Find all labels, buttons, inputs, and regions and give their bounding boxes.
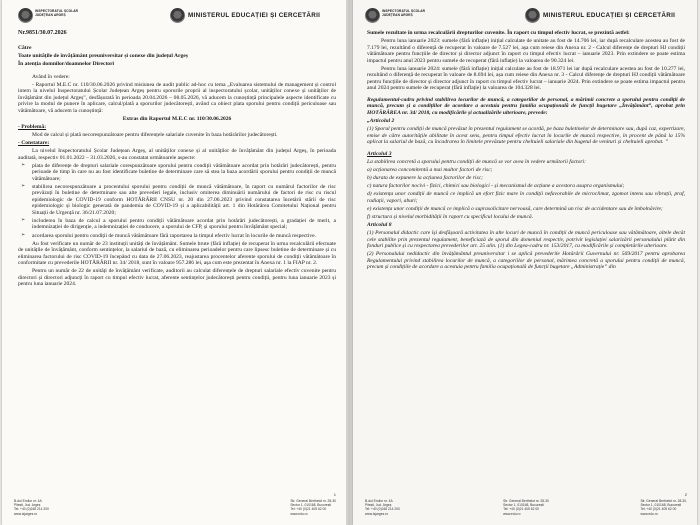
inspectorate-name: INSPECTORATUL ȘCOLAR JUDEȚEAN ARGEȘ [382,9,426,17]
article-3-item: c) natura factorilor nocivi - fizici, chimici sau biologici - și mecanismul de acțiune a acestora asupra organismului; [367,183,625,190]
page-header [353,0,697,26]
coat-of-arms-icon [365,8,380,23]
article-3-item: e) existența unor condiții de muncă ce implică o suprasolicitare nervoasă, care determină un risc de accidentare sau de îmbolnăvire; [367,205,663,212]
article-8-paragraph-2: (2) Personalului nedidactic din învățământul preuniversitar i se aplică prevederile Hotărârii Guvernului nr. 569/2017 pentru aprobarea Regulamentului privind stabilirea locurilor de muncă, a categoriilor de personal, mărimea concretă a sporului pentru condiții de muncă, precum și condițiile de acordare a acestuia pentru familia ocupațională de funcții bugetare „Administrație” din [367,251,685,271]
page-number: 1 [333,492,336,497]
article-3-item: b) durata de expunere la acțiunea factorilor de risc; [367,175,483,182]
ministry-name: MINISTERUL EDUCAȚIEI ȘI CERCETĂRII [543,12,676,19]
coat-of-arms-icon [18,8,33,23]
raport-paragraph: - Raportul M.E.C nr. 110/30.06.2026 privind misiunea de audit public ad-hoc cu tema „Evaluarea sistemului de management și control intern la nivelul Inspectoratului Școlar Județean Argeș pentru sporurile proprii al inspectoratului școlar, unităților conexe și unităților de învățământ din județul Argeș”, desfășurată în perioada 20.04.2026 – 08.05.2026, vă aducem la cunoștință principalele aspecte identificate cu privire la modul de punere în aplicare, calcul/plată a sporurilor judecătorești, având ca obiect plata sporului pentru condiții periculoase sau vătămătoare, vă aducem la cunoștință: [18,81,336,114]
footer-address-right: Str. General Berthelot nr. 28-30 Sector 1, 010168, București Tel: +40 (0)21 405 62 00 www.edu.ro [290,499,336,516]
inspectorate-name: INSPECTORATUL ȘCOLAR JUDEȚEAN ARGEȘ [35,9,79,17]
page-gutter [346,0,353,525]
finding-text: La nivelul Inspectoratului Școlar Județean Argeș, al unităților conexe și al unităților de învățământ din județul Argeș, în perioada auditată, respectiv 01.01.2022 – 31.03.2026, s-au constatat următoarele aspecte: [18,148,336,161]
document-page-1 [2,0,346,525]
article-3-item: d) existența unor condiții de muncă ce implică un efort fizic mare în condiții nefavorabile de microclimat, zgomot intens sau vibrații, praf, radiații, vapori, aburi; [367,191,685,204]
footer-address-center: Str. General Berthelot nr. 28-30 Sector 1, 010168, București Tel: +40 (0)21 405 62 00 www.edu.ro [503,499,549,516]
article-2-title: „Articolul 2 [367,117,395,124]
finding-bullet: ➢ acordarea sporului pentru condiții de muncă vătămătoare fără raportarea la timpul efectiv lucrat în locurile de muncă respective. [18,233,336,240]
finding-label: - Constatare: [18,140,50,147]
problem-text: Mod de calcul și plată necorespunzătoare pentru diferențele salariale cuvenite în baza hotărârilor judecătorești. [32,131,278,138]
article-3-title: Articolul 3 [367,150,392,157]
page-header [2,0,346,26]
extract-title: Extras din Raportul M.E.C nr. 110/30.06.2026 [122,115,232,122]
jan-2023-paragraph: Pentru luna ianuarie 2023: sumele (fără inflație) inițial calculate de unitate au fost de 14.706 lei, iar după recalculare acestea au fost de 7.179 lei, rezultând o diferență de recuperat în valoare de 7.527 lei, așa cum reiese din Anexa nr. 2 - Calcul diferențe de drepturi HJ condiții vătămătoare pentru funcțiile de director și director adjunct în raport cu timpul efectiv lucrat – ianuarie 2023. Prin extindere se poate estima impactul pentru anul 2023 pentru sumele de recuperat (fără inflație) la valoarea de 90.324 lei. [367,38,685,64]
page-number: 2 [684,492,687,497]
article-3-item: a) acționarea concomitentă a mai multor factori de risc; [367,166,493,173]
article-3-intro: La stabilirea concretă a sporului pentru condiții de muncă se vor avea în vedere următorii factori: [367,158,586,165]
directors-paragraph: Pentru un număr de 22 de unități de învățământ verificate, auditorii au calculat diferențele de drepturi salariale efectiv cuvenite pentru directori și directori adjuncți în raport cu timpul efectiv lucrat, aferente sentințelor judecătorești pentru condiții, pentru luna ianuarie 2023 și pentru luna ianuarie 2024. [18,268,336,288]
addressee-line-1: Toate unitățile de învățământ preuniversitar și conexe din județul Argeș [18,52,188,59]
footer-address-left: B-dul Eroilor nr. 4A Pitești, Jud. Argeș Tel: +40 (0)248 214 200 www.isjarges.ro [365,499,400,516]
footer-address-left: B-dul Eroilor nr. 4A Pitești, Jud. Argeș Tel: +40 (0)248 214 200 www.isjarges.ro [14,499,49,516]
page-footer [14,493,336,519]
addressee-line-2: În atenția domnilor/doamnelor Directori [18,60,115,67]
jan-2024-paragraph: Pentru luna ianuarie 2024: sumele (fără inflație) inițial calculate au fost de 18.971 lei iar după recalculare acestea au fost de 10.277 lei, rezultând o diferență de recuperat în valoare de 8.694 lei, așa cum reiese din Anexa nr. 3 - Calcul diferențe de drepturi HJ condiții vătămătoare pentru funcțiile de director și director adjunct în raport cu timpul efectiv lucrat – ianuarie 2024. Prin extindere se poate estima impactul pentru anul 2024 pentru sumele de recuperat (fără inflație) la valoarea de 104.328 lei. [367,65,685,92]
finding-bullet: ➢ plata de diferențe de drepturi salariale corespunzătoare sporului pentru condiții vătămătoare acordat prin hotărâri judecătorești, pentru perioade de timp în care nu au fost identificate buletine de determinare care să stea la baza acordării sporului pentru condiții de muncă vătămătoare; [18,163,336,183]
registration-number: Nr.9851/30.07.2026 [18,30,67,36]
amounts-paragraph: Au fost verificate un număr de 23 instituții unități de învățământ. Sumele brute (fără inflație) de recuperat în urma recalculării efectuate de unitățile de învățământ, conform sentințelor, la salariul de bază, cu eliminarea perioadelor pentru care lipsesc buletine de determinare și cu eliminarea factorului de risc COVID-19 începând cu data de 27.06.2023, reajustarea procentelor aferente sporului de condiții vătămătoare în conformitate cu prevederile HOTĂRÂRII nr. 34/ 2018, sunt în valoare 957.286 lei, așa cum este prezentat în Anexa nr. 1 la FIAP nr. 2. [18,240,336,267]
page-footer [365,493,687,519]
intro-text: Având în vedere: [32,73,70,80]
ministry-emblem-icon [525,8,540,23]
document-page-2 [353,0,697,525]
addressee-label: Către [18,44,32,51]
page-1-body [18,30,336,289]
finding-bullet: ➢ stabilirea necorespunzătoare a procentului sporului pentru condiții de muncă vătămătoare, în raport cu numărul factorilor de risc prevăzuți în buletine de determinare sau alte prevederi legale, inclusiv omiterea diminuării numărului de factori de risc cu riscul epidemiologic de COVID-19 conform HOTĂRÂRII CNSU nr. 20 din 27.06.2023 privind constatarea încetării stării de risc epidemiologic și biologic generată de pandemia de COVID-19 și a aplicabilității art. 1 din Hotărârea Comitetului Național pentru Situații de Urgență nr. 36/21.07.2020; [18,184,336,217]
article-2-text: (1) Sporul pentru condiții de muncă prevăzut în prezentul regulament se acordă, pe baza buletinelor de determinare sau, după caz, expertizare, emise de către autoritățile abilitate în acest sens, pentru timpul efectiv lucrat în locurile de muncă respective, în procent de până la 15% aplicat la salariul de bază, cu încadrarea în limitele prevăzute pentru cheltuieli salariale din bugetul de venituri și cheltuieli aprobat. ” [367,126,685,146]
finding-bullet: ➢ includerea în baza de calcul a sporului pentru condiții vătămătoare acordat prin hotărâri judecătorești, a gradației de merit, a indemnizației de dirigenție, a indemnizației de conducere, a sporului de CFP, și sporului pentru învățământ special; [18,218,336,231]
page-2-body [367,30,685,272]
footer-address-right: Str. General Berthelot nr. 28-30, Sector 1, 010168, București Tel: +40 (0)21 405 62 00 www.edu.ro [640,499,687,516]
problem-label: - Problemă: [18,123,47,130]
ministry-emblem-icon [170,8,185,23]
article-8-title: Articolul 8 [367,222,392,228]
article-8-paragraph-1: (1) Personalul didactic care își desfășoară activitatea în alte locuri de muncă în condiții de muncă periculoase sau vătămătoare, altele decât cele stabilite prin prezentul regulament, beneficiază de sporul din domeniul respectiv, potrivit legislației salarizării personalului plătit din fonduri publice și cu respectarea prevederilor art. 25 alin. (1) din Legea-cadru nr. 153/2017, cu modificările și completările ulterioare. [367,230,685,250]
regulation-intro: Regulamentul-cadru privind stabilirea locurilor de muncă, a categoriilor de personal, a mărimii concrete a sporului pentru condiții de muncă, precum și a condițiilor de acordare a acestuia pentru familia ocupațională de funcții bugetare „Învățământ”, aprobat prin HOTĂRÂREA nr. 34/ 2018, cu modificările și actualizările ulterioare, prevede: [367,96,685,116]
recalc-intro: Sumele rezultate în urma recalculării drepturilor cuvenite. În raport cu timpul efectiv lucrat, se prezintă astfel: [367,30,630,36]
article-3-item: f) structura și nivelul morbidității în raport cu specificul locului de muncă. [367,213,534,220]
ministry-name: MINISTERUL EDUCAȚIEI ȘI CERCETĂRII [188,12,321,19]
